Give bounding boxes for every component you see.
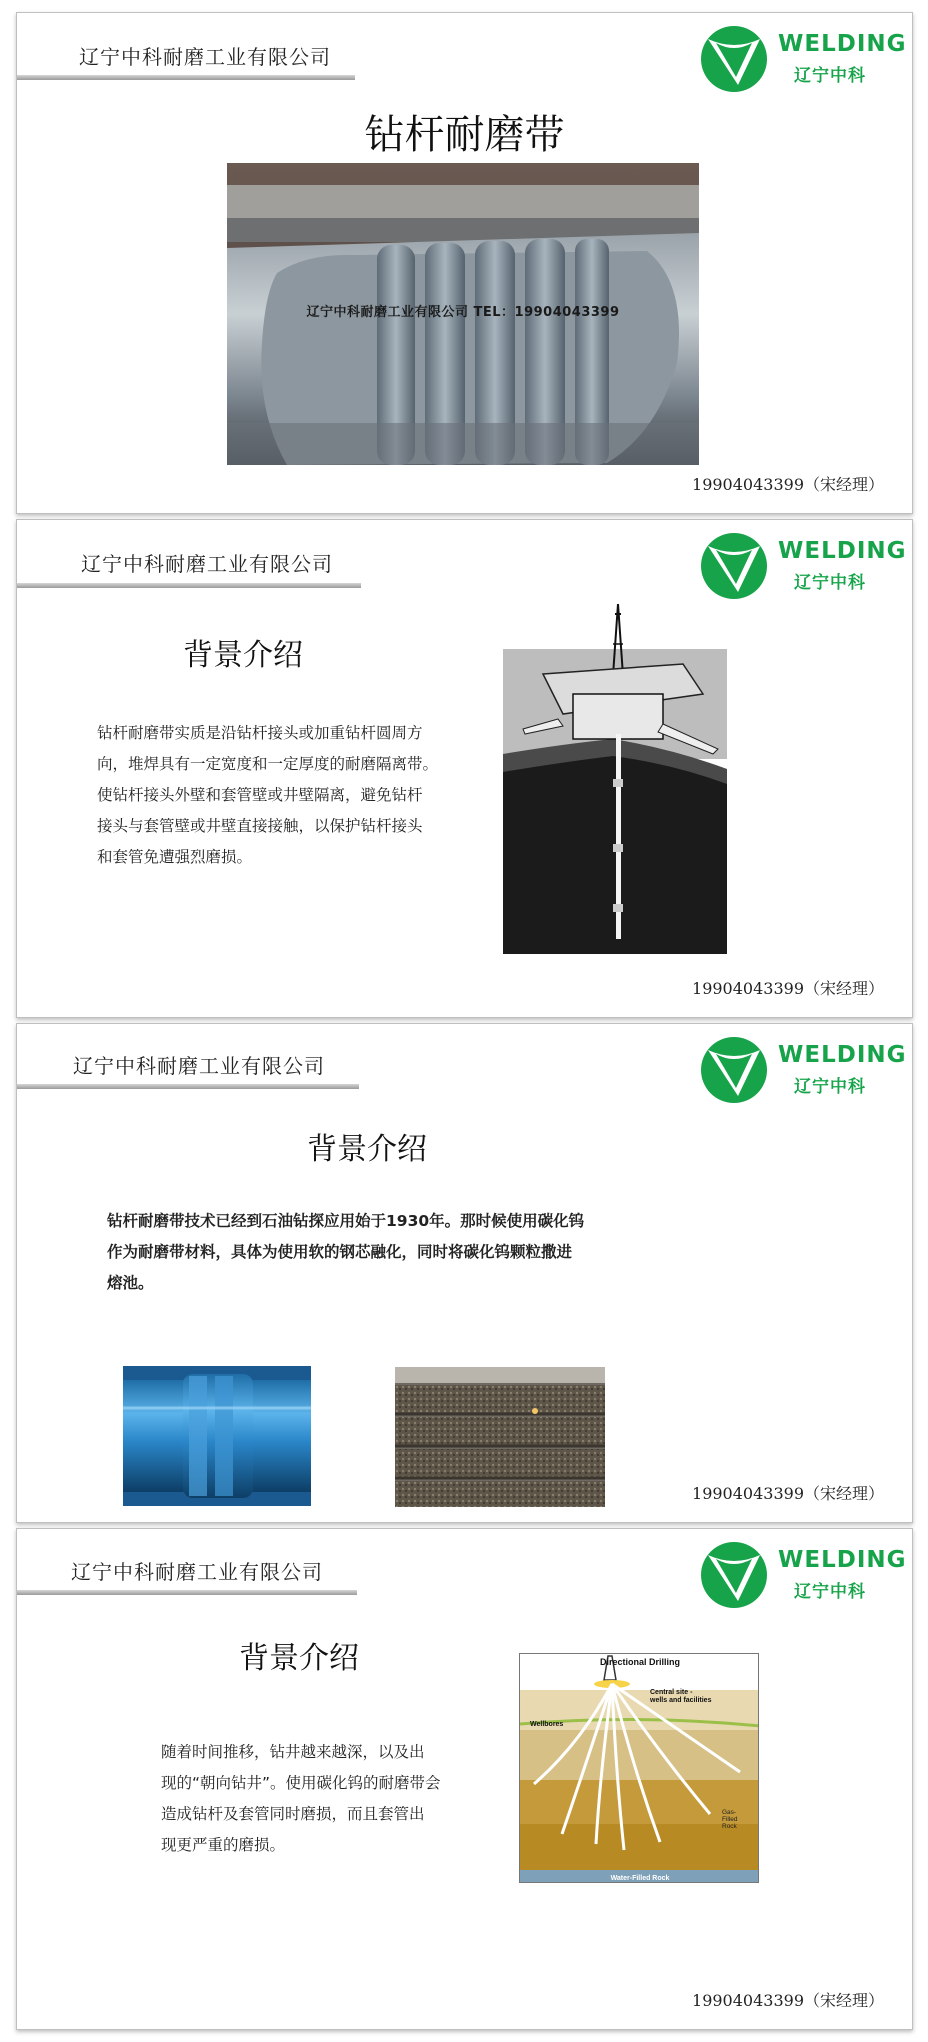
logo-text: WELDING xyxy=(778,538,907,564)
slide-3 xyxy=(16,1023,913,1523)
welding-logo xyxy=(698,1537,907,1615)
welding-logo xyxy=(698,528,907,606)
company-name: 辽宁中科耐磨工业有限公司 xyxy=(81,552,333,576)
paragraph-line: 使钻杆接头外壁和套管壁或井壁隔离，避免钻杆 xyxy=(97,786,423,804)
contact-phone: 19904043399（宋经理） xyxy=(692,1991,884,2010)
header-divider xyxy=(17,1084,359,1089)
diagram-label-water: Water-Filled Rock xyxy=(610,1875,670,1882)
logo-text: WELDING xyxy=(778,1547,907,1573)
diagram-label-wellbores: Wellbores xyxy=(530,1721,564,1728)
logo-text: WELDING xyxy=(778,31,907,57)
diagram-label-gas-3: Rock xyxy=(722,1823,737,1830)
company-name: 辽宁中科耐磨工业有限公司 xyxy=(71,1560,323,1584)
diagram-label-central-1: Central site - xyxy=(650,1689,693,1696)
slide-title: 钻杆耐磨带 xyxy=(364,112,565,158)
welding-logo xyxy=(698,21,907,99)
paragraph-line: 现的“朝向钻井”。使用碳化钨的耐磨带会 xyxy=(161,1774,441,1792)
diagram-label-gas-1: Gas- xyxy=(722,1809,737,1816)
offshore-rig-illustration xyxy=(503,604,727,954)
paragraph-line: 向，堆焊具有一定宽度和一定厚度的耐磨隔离带。 xyxy=(97,755,439,773)
logo-subtext: 辽宁中科 xyxy=(794,1582,866,1602)
section-paragraph xyxy=(97,718,477,873)
company-name: 辽宁中科耐磨工业有限公司 xyxy=(73,1054,325,1078)
paragraph-line: 作为耐磨带材料，具体为使用软的钢芯融化，同时将碳化钨颗粒撒进 xyxy=(107,1243,573,1261)
header-divider xyxy=(17,1590,357,1595)
logo-mark-icon xyxy=(698,1537,776,1615)
hardbanding-closeup-photo xyxy=(395,1367,605,1507)
paragraph-line: 随着时间推移，钻井越来越深，以及出 xyxy=(161,1743,425,1761)
paragraph-line: 造成钻杆及套管同时磨损，而且套管出 xyxy=(161,1805,425,1823)
section-title: 背景介绍 xyxy=(183,638,303,673)
header-divider xyxy=(17,75,355,80)
welding-logo xyxy=(698,1032,907,1110)
paragraph-line: 熔池。 xyxy=(107,1274,154,1292)
section-title: 背景介绍 xyxy=(239,1641,359,1676)
paragraph-line: 现更严重的磨损。 xyxy=(161,1836,286,1854)
section-paragraph xyxy=(161,1737,481,1861)
section-paragraph xyxy=(107,1206,647,1299)
logo-mark-icon xyxy=(698,528,776,606)
slide-2 xyxy=(16,519,913,1018)
logo-subtext: 辽宁中科 xyxy=(794,1077,866,1097)
company-name: 辽宁中科耐磨工业有限公司 xyxy=(79,45,331,69)
header-divider xyxy=(17,583,361,588)
section-title: 背景介绍 xyxy=(307,1132,427,1167)
logo-subtext: 辽宁中科 xyxy=(794,66,866,86)
logo-mark-icon xyxy=(698,1032,776,1110)
logo-text: WELDING xyxy=(778,1042,907,1068)
directional-drilling-diagram xyxy=(519,1653,759,1883)
blue-pipe-photo xyxy=(123,1366,311,1506)
slide-4 xyxy=(16,1528,913,2030)
logo-mark-icon xyxy=(698,21,776,99)
contact-phone: 19904043399（宋经理） xyxy=(692,1484,884,1503)
drill-pipe-photo xyxy=(227,163,699,465)
diagram-label-gas-2: Filled xyxy=(722,1816,738,1823)
photo-watermark: 辽宁中科耐磨工业有限公司 TEL：19904043399 xyxy=(306,305,620,320)
contact-phone: 19904043399（宋经理） xyxy=(692,475,884,494)
contact-phone: 19904043399（宋经理） xyxy=(692,979,884,998)
hardbanding-closeup-image xyxy=(395,1367,605,1507)
logo-subtext: 辽宁中科 xyxy=(794,573,866,593)
diagram-title: Directional Drilling xyxy=(599,1657,681,1667)
rig-image xyxy=(503,604,727,954)
blue-pipe-image xyxy=(123,1366,311,1506)
paragraph-line: 和套管免遭强烈磨损。 xyxy=(97,848,253,866)
directional-drilling-image xyxy=(520,1654,759,1883)
diagram-label-central-2: wells and facilities xyxy=(650,1697,712,1704)
paragraph-line: 钻杆耐磨带技术已经到石油钻探应用始于1930年。那时候使用碳化钨 xyxy=(107,1212,585,1230)
slide-1 xyxy=(16,12,913,514)
paragraph-line: 接头与套管壁或井壁直接接触，以保护钻杆接头 xyxy=(97,817,423,835)
paragraph-line: 钻杆耐磨带实质是沿钻杆接头或加重钻杆圆周方 xyxy=(97,724,423,742)
